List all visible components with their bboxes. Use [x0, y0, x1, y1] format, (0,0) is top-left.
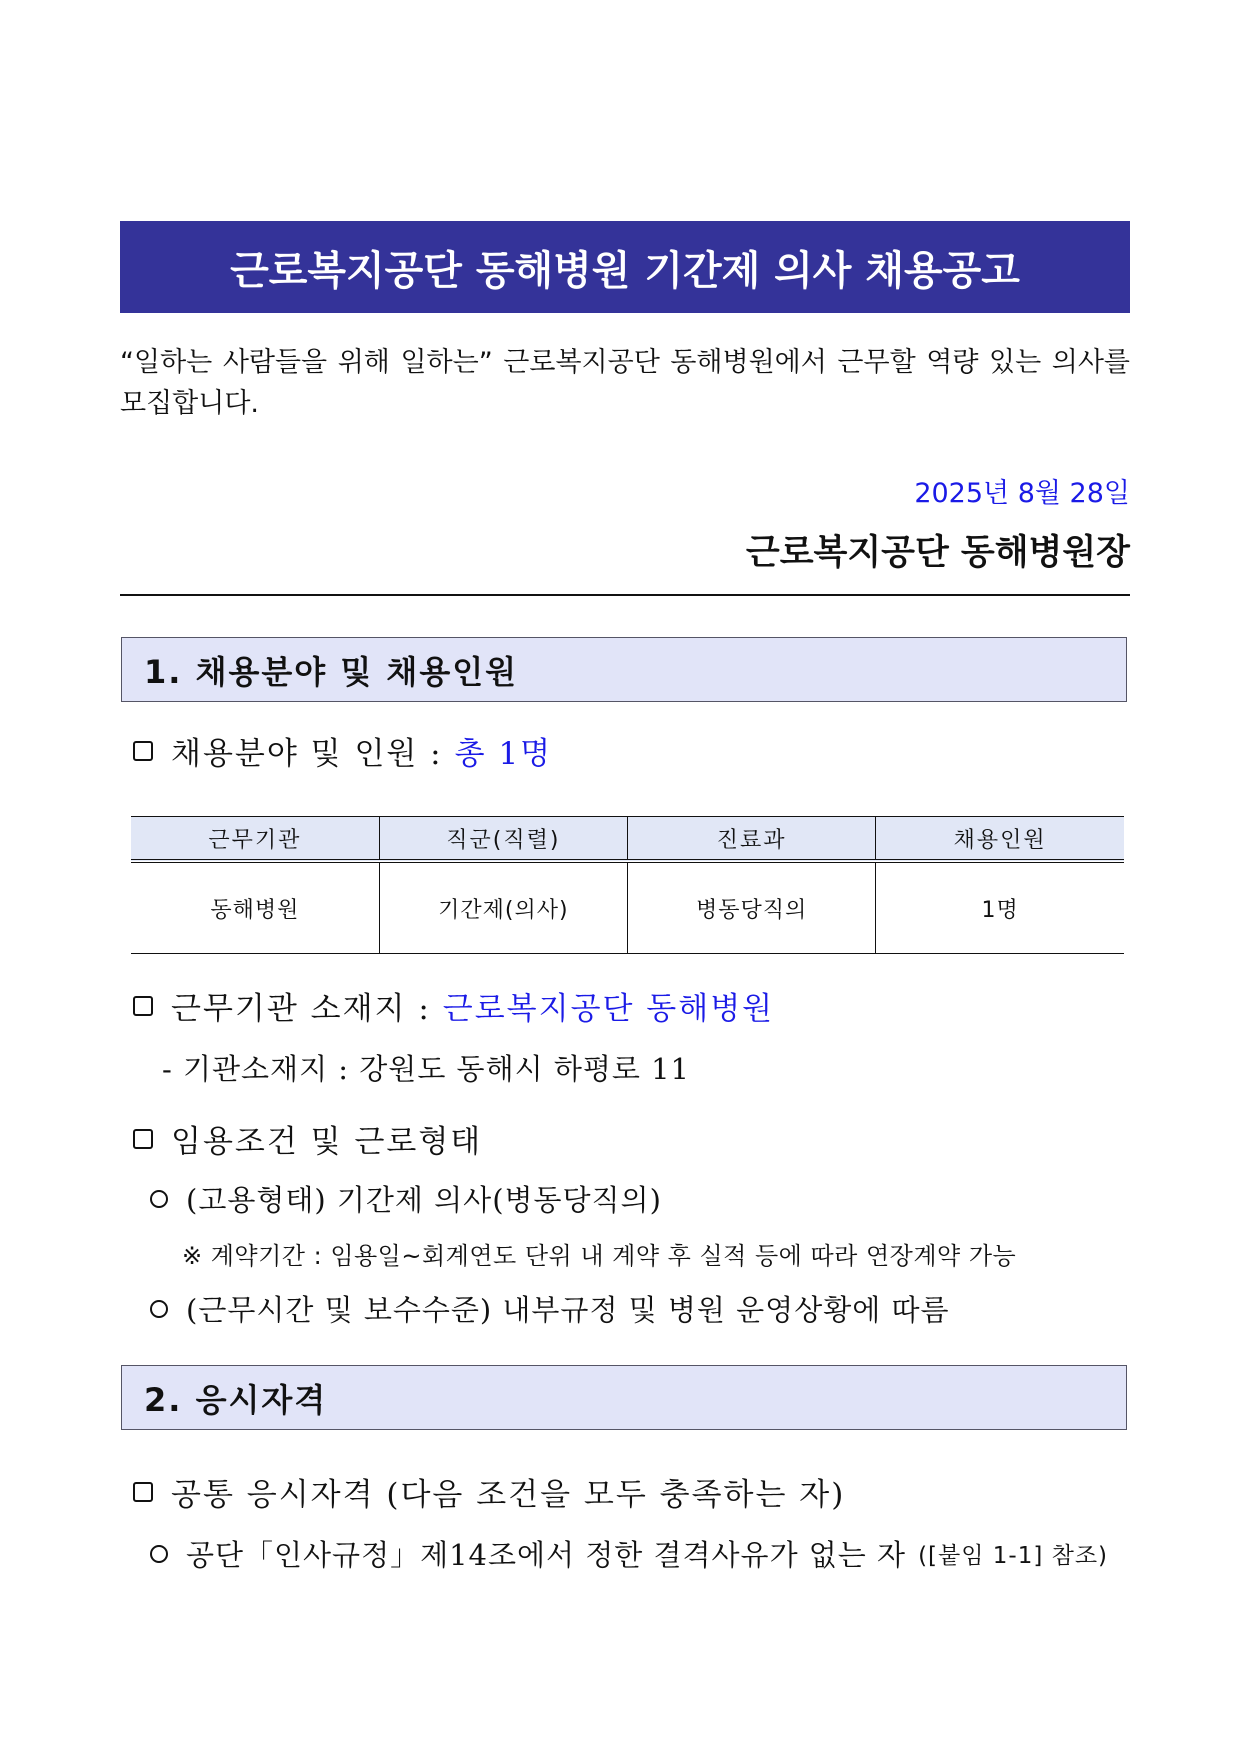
section-heading-2-text: 2. 응시자격 [144, 1380, 328, 1419]
attachment-reference: ([붙임 1-1] 참조) [918, 1543, 1109, 1569]
section-heading-1-text: 1. 채용분야 및 채용인원 [144, 652, 519, 691]
location-label: 근무기관 소재지 : [171, 991, 431, 1027]
contract-note: ※ 계약기간 : 임용일~회계연도 단위 내 계약 후 실적 등에 따라 연장계약 가능 [182, 1242, 1017, 1270]
employment-type-item [150, 1178, 662, 1219]
table-cell: 기간제(의사) [379, 861, 627, 954]
field-count-value: 총 1명 [454, 736, 553, 772]
common-qualification-label: 공통 응시자격 (다음 조건을 모두 충족하는 자) [171, 1477, 846, 1513]
square-bullet-icon [133, 741, 153, 761]
square-bullet-icon [133, 1129, 153, 1149]
field-count-item [133, 728, 552, 773]
disqualification-text: 공단「인사규정」제14조에서 정한 결격사유가 없는 자 [186, 1538, 907, 1572]
page-title: 근로복지공단 동해병원 기간제 의사 채용공고 [120, 221, 1130, 313]
table-cell: 1명 [876, 861, 1124, 954]
section-heading-1 [121, 637, 1127, 702]
table-cell: 동해병원 [131, 861, 379, 954]
work-hours-text: (근무시간 및 보수수준) 내부규정 및 병원 운영상황에 따름 [186, 1293, 950, 1327]
table-header-row [131, 817, 1124, 862]
recruitment-table [131, 816, 1124, 954]
announcement-date: 2025년 8월 28일 [914, 478, 1130, 509]
location-item [133, 983, 774, 1028]
square-bullet-icon [133, 1482, 153, 1502]
table-header: 채용인원 [876, 817, 1124, 862]
common-qualification-item [133, 1469, 845, 1514]
circle-bullet-icon [150, 1545, 168, 1563]
intro-text: “일하는 사람들을 위해 일하는” 근로복지공단 동해병원에서 근무할 역량 있는 의사를 모집합니다. [120, 347, 1130, 419]
table-header: 직군(직렬) [379, 817, 627, 862]
employment-type-text: (고용형태) 기간제 의사(병동당직의) [186, 1183, 662, 1217]
field-count-label: 채용분야 및 인원 : [171, 736, 443, 772]
conditions-label: 임용조건 및 근로형태 [171, 1124, 483, 1160]
circle-bullet-icon [150, 1190, 168, 1208]
conditions-item [133, 1116, 482, 1161]
disqualification-item [150, 1533, 1108, 1574]
address-line: - 기관소재지 : 강원도 동해시 하평로 11 [162, 1052, 690, 1086]
location-value: 근로복지공단 동해병원 [442, 991, 775, 1027]
table-header: 진료과 [628, 817, 876, 862]
table-header: 근무기관 [131, 817, 379, 862]
circle-bullet-icon [150, 1300, 168, 1318]
square-bullet-icon [133, 996, 153, 1016]
work-hours-item [150, 1288, 949, 1329]
section-heading-2 [121, 1365, 1127, 1430]
table-row [131, 861, 1124, 954]
divider [120, 594, 1130, 596]
table-cell: 병동당직의 [628, 861, 876, 954]
issuer-name: 근로복지공단 동해병원장 [745, 533, 1130, 573]
